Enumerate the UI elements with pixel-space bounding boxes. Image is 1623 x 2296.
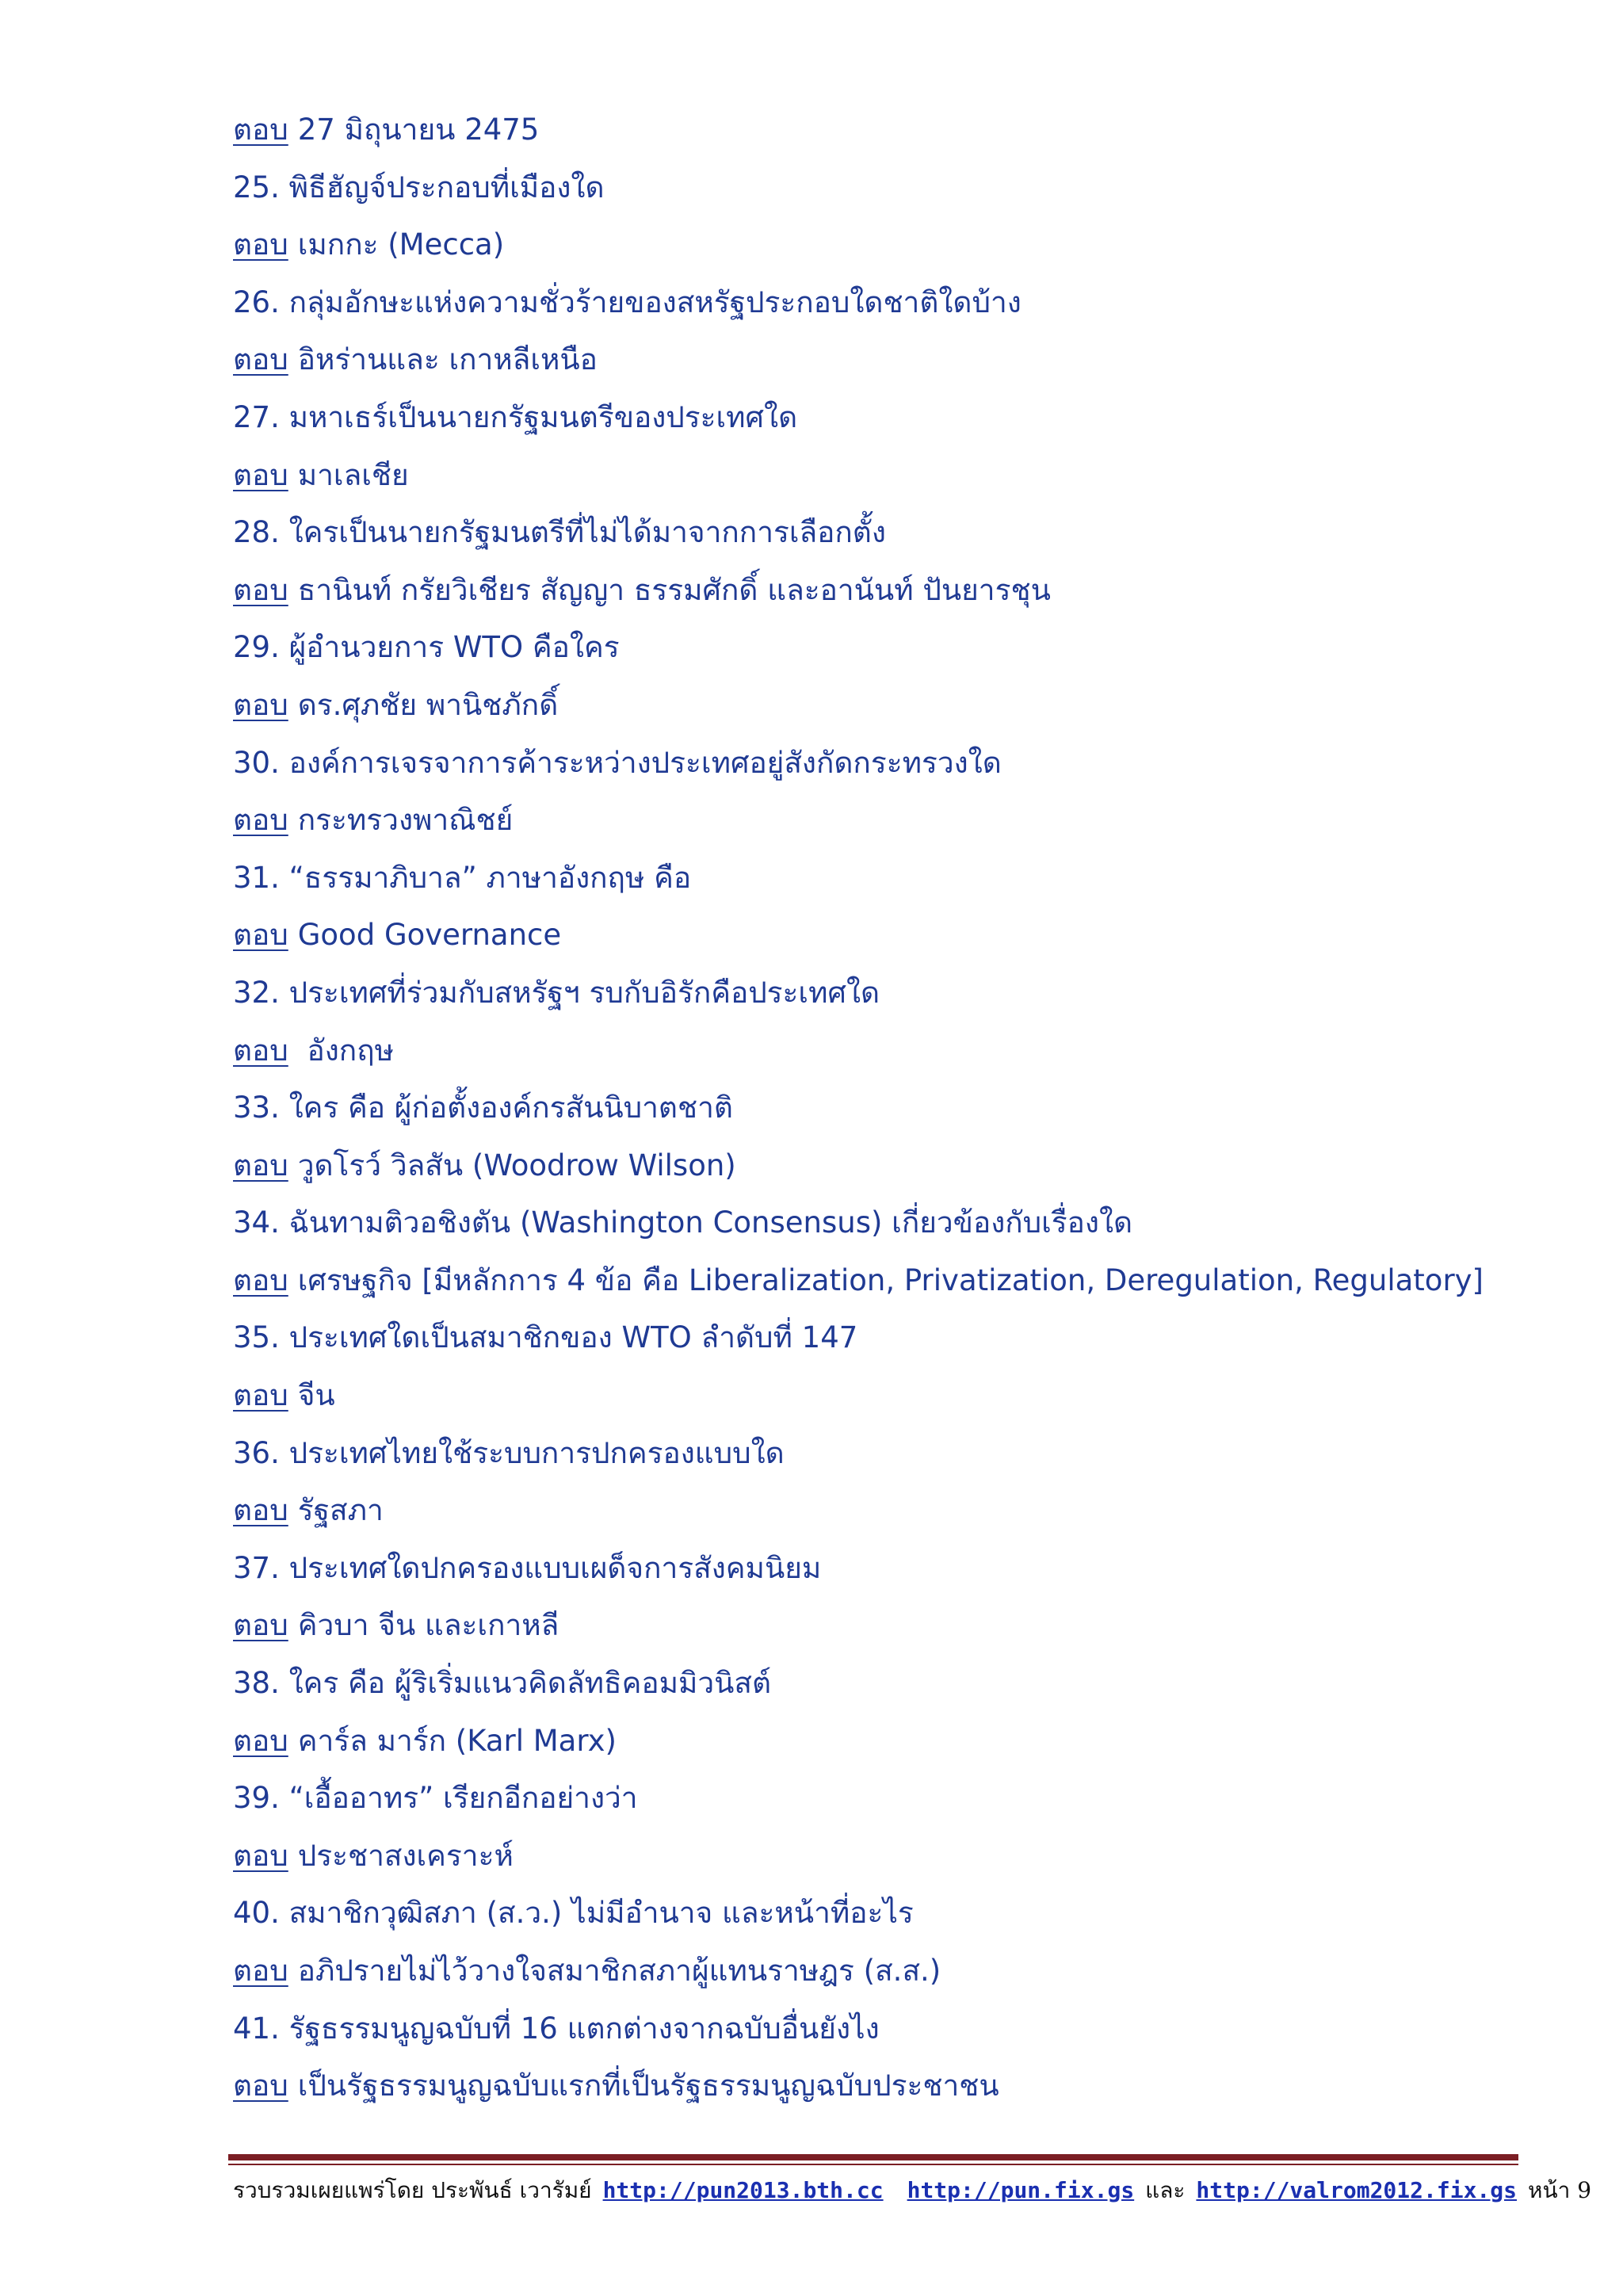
question-line — [233, 1770, 1533, 1828]
question-line — [233, 389, 1533, 447]
answer-text: มาเลเชีย — [297, 457, 409, 492]
answer-label: ตอบ — [233, 1378, 288, 1413]
page-footer — [233, 2173, 1592, 2208]
question-text: 32. ประเทศที่ร่วมกับสหรัฐฯ รบกับอิรักคือประเทศใด — [233, 975, 880, 1010]
answer-line — [233, 1022, 1533, 1080]
answer-label: ตอบ — [233, 342, 288, 377]
answer-text: รัฐสภา — [297, 1493, 384, 1528]
answer-text: ประชาสงเคราะห์ — [297, 1838, 514, 1873]
question-text: 38. ใคร คือ ผู้ริเริ่มแนวคิดลัทธิคอมมิวนิสต์ — [233, 1666, 772, 1701]
answer-line — [233, 2057, 1533, 2115]
question-text: 33. ใคร คือ ผู้ก่อตั้งองค์กรสันนิบาตชาติ — [233, 1091, 733, 1125]
question-text: 40. สมาชิกวุฒิสภา (ส.ว.) ไม่มีอำนาจ และหน้าที่อะไร — [233, 1896, 914, 1931]
answer-text: อังกฤษ — [297, 1033, 394, 1068]
footer-link-pun2013[interactable]: http://pun2013.bth.cc — [602, 2177, 884, 2203]
answer-label: ตอบ — [233, 1838, 288, 1873]
answer-label: ตอบ — [233, 687, 288, 722]
answer-label: ตอบ — [233, 1033, 288, 1068]
footer-link-valrom2012[interactable]: http://valrom2012.fix.gs — [1196, 2177, 1517, 2203]
answer-text: คิวบา จีน และเกาหลี — [297, 1608, 559, 1643]
answer-text: เมกกะ (Mecca) — [297, 227, 505, 262]
answer-line — [233, 1828, 1533, 1885]
answer-line — [233, 1252, 1533, 1310]
question-text: 41. รัฐธรรมนูญฉบับที่ 16 แตกต่างจากฉบับอื่นยังไง — [233, 2011, 880, 2046]
answer-label: ตอบ — [233, 1723, 288, 1758]
question-text: 30. องค์การเจรจาการค้าระหว่างประเทศอยู่สังกัดกระทรวงใด — [233, 745, 1002, 780]
answer-line — [233, 1597, 1533, 1655]
answer-line — [233, 677, 1533, 735]
question-line — [233, 1540, 1533, 1598]
answer-text: เศรษฐกิจ [มีหลักการ 4 ข้อ คือ Liberalization, Privatization, Deregulation, Regulatory] — [297, 1263, 1484, 1297]
answer-line — [233, 792, 1533, 850]
answer-text: วูดโรว์ วิลสัน (Woodrow Wilson) — [297, 1148, 736, 1182]
answer-line — [233, 1943, 1533, 2000]
answer-text: 27 มิถุนายน 2475 — [297, 113, 540, 147]
question-line — [233, 619, 1533, 677]
answer-text: ธานินท์ กรัยวิเชียร สัญญา ธรรมศักดิ์ และอานันท์ ปันยารชุน — [297, 572, 1051, 607]
footer-conjunction: และ — [1145, 2177, 1186, 2203]
answer-line — [233, 907, 1533, 965]
footer-divider-thin — [228, 2164, 1518, 2165]
answer-line — [233, 1367, 1533, 1425]
answer-label: ตอบ — [233, 457, 288, 492]
answer-text: Good Governance — [297, 918, 562, 953]
footer-link-pun[interactable]: http://pun.fix.gs — [907, 2177, 1135, 2203]
answer-text: เป็นรัฐธรรมนูญฉบับแรกที่เป็นรัฐธรรมนูญฉบับประชาชน — [297, 2069, 999, 2103]
answer-text: อภิปรายไม่ไว้วางใจสมาชิกสภาผู้แทนราษฎร (ส.ส.) — [297, 1954, 941, 1988]
answer-line — [233, 1482, 1533, 1540]
question-text: 31. “ธรรมาภิบาล” ภาษาอังกฤษ คือ — [233, 860, 692, 895]
answer-line — [233, 216, 1533, 274]
answer-label: ตอบ — [233, 1954, 288, 1988]
footer-divider-thick — [228, 2154, 1518, 2160]
answer-line — [233, 447, 1533, 505]
question-line — [233, 1425, 1533, 1483]
answer-label: ตอบ — [233, 1148, 288, 1182]
answer-text: กระทรวงพาณิชย์ — [297, 803, 514, 838]
answer-line — [233, 101, 1533, 159]
question-line — [233, 1194, 1533, 1252]
answer-line — [233, 331, 1533, 389]
question-text: 27. มหาเธร์เป็นนายกรัฐมนตรีของประเทศใด — [233, 399, 798, 434]
question-line — [233, 274, 1533, 332]
question-text: 39. “เอื้ออาทร” เรียกอีกอย่างว่า — [233, 1781, 638, 1816]
answer-label: ตอบ — [233, 572, 288, 607]
answer-label: ตอบ — [233, 1263, 288, 1297]
question-line — [233, 965, 1533, 1022]
question-text: 35. ประเทศใดเป็นสมาชิกของ WTO ลำดับที่ 147 — [233, 1320, 858, 1355]
question-text: 25. พิธีฮัญจ์ประกอบที่เมืองใด — [233, 170, 605, 204]
question-text: 37. ประเทศใดปกครองแบบเผด็จการสังคมนิยม — [233, 1550, 822, 1585]
answer-label: ตอบ — [233, 227, 288, 262]
answer-label: ตอบ — [233, 918, 288, 953]
answer-label: ตอบ — [233, 2069, 288, 2103]
question-text: 29. ผู้อำนวยการ WTO คือใคร — [233, 630, 620, 665]
footer-credit: รวบรวมเผยแพร่โดย ประพันธ์ เวารัมย์ — [233, 2177, 592, 2203]
answer-text: จีน — [297, 1378, 335, 1413]
answer-label: ตอบ — [233, 113, 288, 147]
question-line — [233, 1885, 1533, 1943]
question-line — [233, 504, 1533, 562]
answer-text: ดร.ศุภชัย พานิชภักดิ์ — [297, 687, 559, 722]
answer-text: อิหร่านและ เกาหลีเหนือ — [297, 342, 598, 377]
question-text: 36. ประเทศไทยใช้ระบบการปกครองแบบใด — [233, 1435, 785, 1470]
question-line — [233, 1655, 1533, 1713]
question-text: 28. ใครเป็นนายกรัฐมนตรีที่ไม่ได้มาจากการเลือกตั้ง — [233, 515, 886, 550]
answer-line — [233, 1713, 1533, 1771]
question-line — [233, 159, 1533, 217]
question-text: 34. ฉันทามติวอชิงตัน (Washington Consensus) เกี่ยวข้องกับเรื่องใด — [233, 1205, 1133, 1240]
question-line — [233, 2000, 1533, 2058]
answer-line — [233, 562, 1533, 620]
question-line — [233, 850, 1533, 907]
question-line — [233, 1309, 1533, 1367]
answer-text: คาร์ล มาร์ก (Karl Marx) — [297, 1723, 617, 1758]
page-number: หน้า 9 — [1528, 2177, 1592, 2203]
question-line — [233, 1079, 1533, 1137]
answer-label: ตอบ — [233, 803, 288, 838]
question-text: 26. กลุ่มอักษะแห่งความชั่วร้ายของสหรัฐประกอบใดชาติใดบ้าง — [233, 285, 1022, 319]
qa-content — [233, 101, 1533, 2115]
answer-line — [233, 1137, 1533, 1195]
answer-label: ตอบ — [233, 1493, 288, 1528]
question-line — [233, 735, 1533, 793]
answer-label: ตอบ — [233, 1608, 288, 1643]
